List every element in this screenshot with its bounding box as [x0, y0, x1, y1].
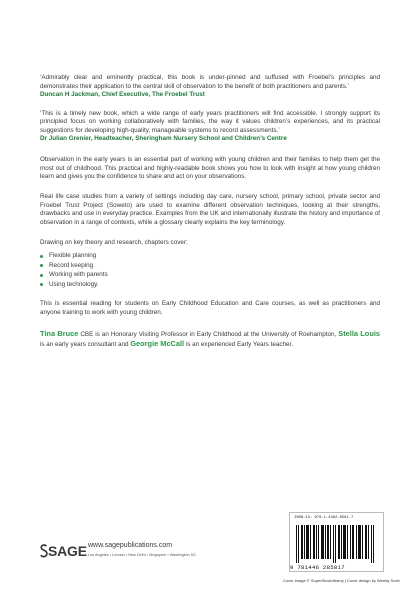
author-desc-2: is an early years consultant and [40, 341, 131, 349]
list-item [40, 251, 380, 260]
bullet-icon [40, 274, 43, 277]
closing-paragraph: This is essential reading for students on Early Childhood Education and Care courses, as well as practitioners and anyone training to work with young children. [40, 300, 380, 316]
chapters-intro: Drawing on key theory and research, chapters cover: [40, 238, 188, 246]
list-item-label: Flexible planning [49, 252, 97, 260]
quote-2-text: ‘This is a timely new book, which a wide range of early years practitioners will find accessible. I strongly support its principled focus on working collaboratively with families, the way it values children’s experiences, and its practical suggestions for developing high-quality, manageable systems to record assessments.’ [40, 109, 380, 134]
bullet-icon [40, 264, 43, 267]
barcode-digits: 9 781446 285817 [290, 564, 345, 571]
sage-logo-text: SAGE [48, 543, 87, 559]
author-name-1: Tina Bruce [40, 328, 79, 338]
quote-1-attribution: Duncan H Jackman, Chief Executive, The Froebel Trust [40, 91, 205, 99]
author-desc-3: is an experienced Early Years teacher. [184, 341, 293, 349]
publisher-url[interactable]: www.sagepublications.com [88, 542, 173, 549]
cover-credit: Cover image © SuperStock/Alamy | Cover design by Wendy Scott [283, 578, 400, 583]
quote-1-text: ‘Admirably clear and eminently practical, this book is under-pinned and suffused with Froebel’s principles and demonstrates their application to the central skill of observation to the benefit of both practitioners and parents.’ [40, 74, 380, 90]
publisher-cities: Los Angeles • London • New Delhi • Singapore • Washington DC [88, 553, 197, 557]
barcode-icon [290, 513, 383, 571]
list-item-label: Record keeping [49, 261, 94, 269]
isbn-label: ISBN-13: 978-1-4462-8581-7 [294, 516, 354, 520]
author-name-3: Georgie McCall [130, 339, 185, 349]
bullet-icon [40, 255, 43, 258]
quote-2-attribution: Dr Julian Grenier, Headteacher, Sheringham Nursery School and Children’s Centre [40, 135, 287, 143]
bullet-icon [40, 283, 43, 286]
intro-paragraph: Observation in the early years is an essential part of working with young children and their families to help them get the most out of childhood. This practical and highly-readable book shows you how to look with insight at how young children learn and gives you the confidence to share and act on your observations. [40, 155, 380, 181]
cover-footer [0, 510, 417, 600]
author-bios [40, 329, 380, 350]
sage-logo-mark-icon [40, 544, 48, 558]
author-name-2: Stella Louis [338, 328, 381, 338]
list-item [40, 280, 380, 289]
chapter-topics-list [40, 251, 380, 289]
list-item [40, 261, 380, 270]
top-band [0, 0, 417, 12]
list-item [40, 270, 380, 279]
barcode-panel [289, 512, 384, 572]
sage-logo [40, 543, 87, 559]
case-studies-paragraph: Real life case studies from a variety of settings including day care, nursery school, primary school, private sector and Froebel Trust Project (Soweto) are used to examine different observation techniques, looking at their strengths, drawbacks and use in everyday practice. Examples from the UK and internationally illustrate the history and importance of observation in a range of contexts, while a glossary clearly explains the key terminology. [40, 193, 380, 227]
list-item-label: Using technology. [49, 280, 99, 288]
back-cover-text [40, 74, 380, 350]
list-item-label: Working with parents [49, 271, 108, 279]
author-desc-1: CBE is an Honorary Visiting Professor in Early Childhood at the University of Roehampton, [78, 330, 339, 338]
